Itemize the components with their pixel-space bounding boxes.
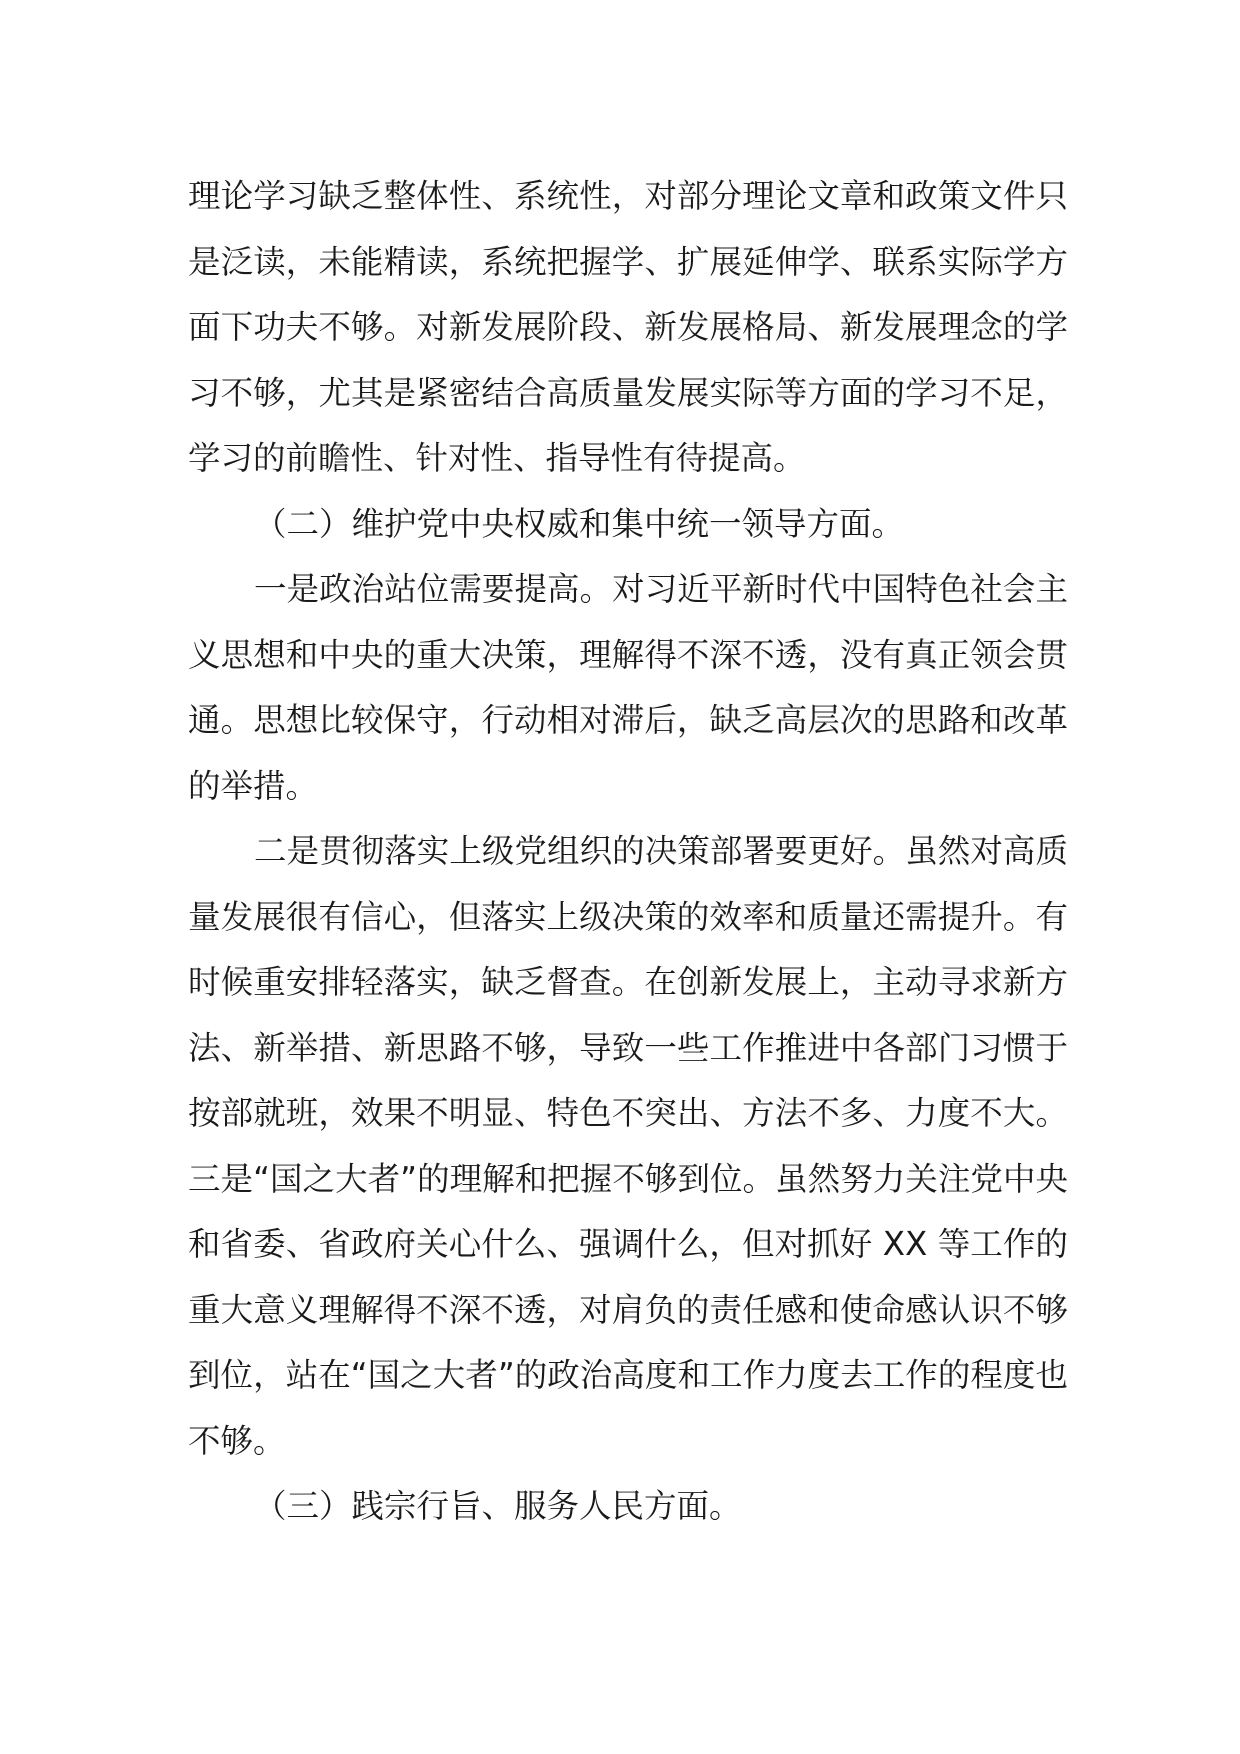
heading-section-two: （二）维护党中央权威和集中统一领导方面。 [254,504,905,543]
paragraph-theory-study: 理论学习缺乏整体性、系统性，对部分理论文章和政策文件只是泛读，未能精读，系统把握学、扩展延伸学、联系实际学方面下功夫不够。对新发展阶段、新发展格局、新发展理念的学习不够，尤其是紧密结合高质量发展实际等方面的学习不足，学习的前瞻性、针对性、指导性有待提高。 [188,177,1068,477]
document-body [188,164,1068,1540]
heading-section-three: （三）践宗行旨、服务人民方面。 [254,1487,742,1525]
paragraph-political-stance: 一是政治站位需要提高。对习近平新时代中国特色社会主义思想和中央的重大决策，理解得不深不透，没有真正领会贯通。思想比较保守，行动相对滞后，缺乏高层次的思路和改革的举措。 [188,570,1068,805]
paragraph-implementation: 二是贯彻落实上级党组织的决策部署要更好。虽然对高质量发展很有信心，但落实上级决策的效率和质量还需提升。有时候重安排轻落实，缺乏督查。在创新发展上，主动寻求新方法、新举措、新思路不够，导致一些工作推进中各部门习惯于按部就班，效果不明显、特色不突出、方法不多、力度不大。三是“国之大者”的理解和把握不够到位。虽然努力关注党中央和省委、省政府关心什么、强调什么，但对抓好 XX 等工作的重大意义理解得不深不透，对肩负的责任感和使命感认识不够到位，站在“国之大者”的政治高度和工作力度去工作的程度也不够。 [188,832,1068,1460]
